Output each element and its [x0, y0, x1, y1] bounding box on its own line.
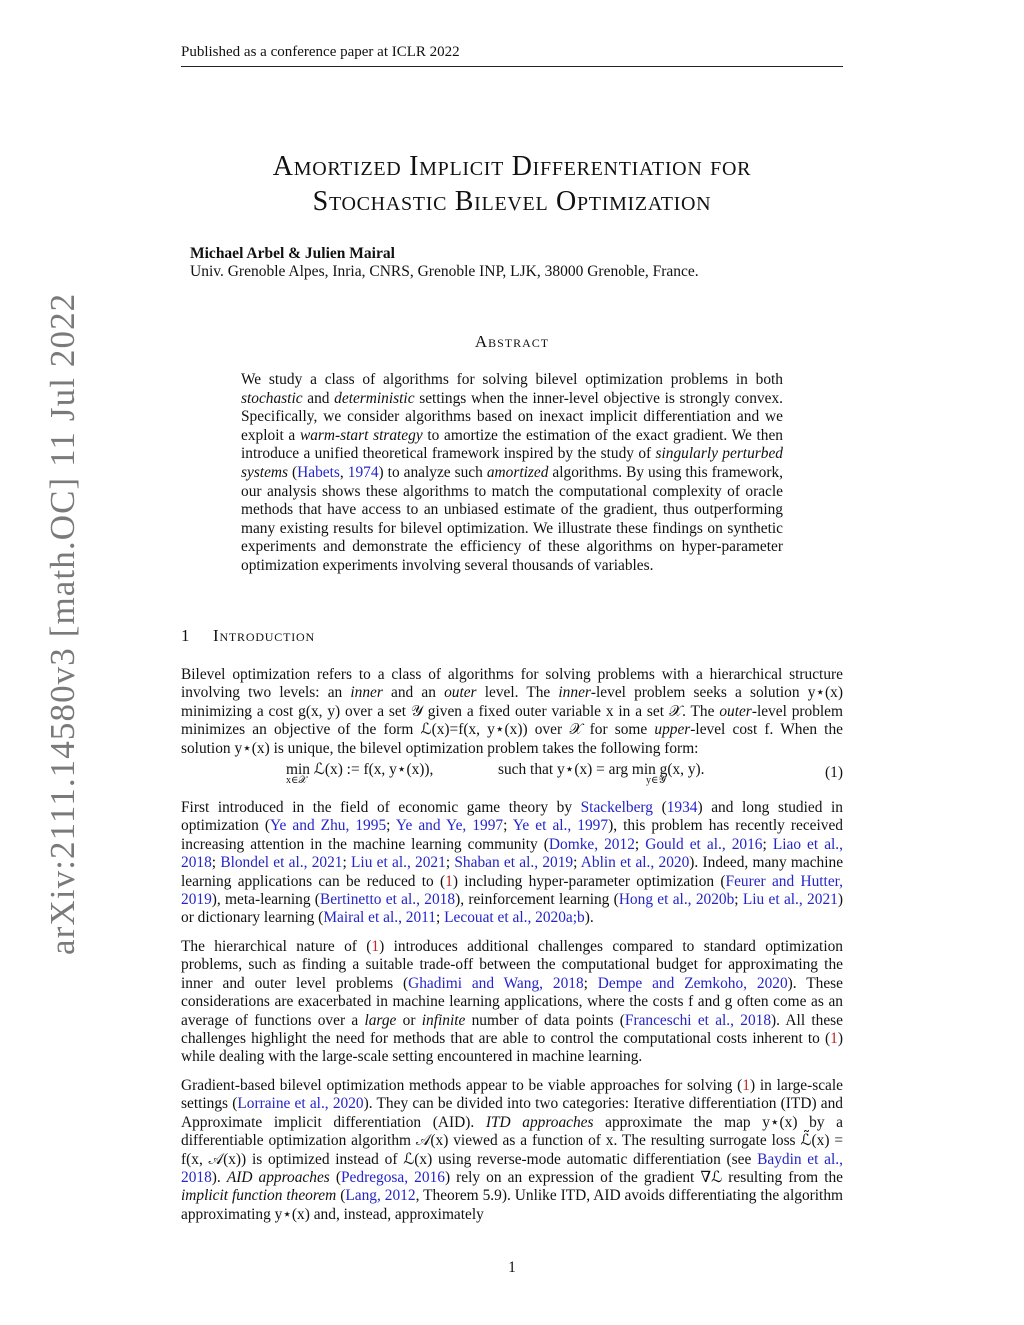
equation-rhs: such that y⋆(x) = arg min g(x, y). y∈𝒴	[498, 761, 705, 786]
paragraph-3: The hierarchical nature of (1) introduces additional challenges compared to standard optimization problems, such as finding a suitable trade-off between the computational budget for approximating the inner and outer level problems (Ghadimi and Wang, 2018; Dempe and Zemkoho, 2020). These considerations are exacerbated in machine learning applications, where the costs f and g often come as an average of functions over a large or infinite number of data points (Franceschi et al., 2018). All these challenges highlight the need for methods that are able to control the computational costs inherent to (1) while dealing with the large-scale setting encountered in machine learning.	[181, 938, 844, 1066]
citation-link[interactable]: Baydin et al., 2018	[181, 1150, 843, 1187]
citation-link[interactable]: Ye et al., 1997	[512, 817, 609, 835]
header-rule	[181, 66, 843, 67]
citation-link[interactable]: Ablin et al., 2020	[580, 854, 690, 872]
paragraph-1: Bilevel optimization refers to a class of algorithms for solving problems with a hierarchical structure involving two levels: an inner and an outer level. The inner-level problem seeks a solution y⋆(x) minimizing a cost g(x, y) over a set 𝒴 given a fixed outer variable x in a set 𝒳. The outer-level problem minimizes an objective of the form ℒ(x)=f(x, y⋆(x)) over 𝒳 for some upper-level cost f. When the solution y⋆(x) is unique, the bilevel optimization problem takes the following form:	[181, 666, 843, 757]
citation-link[interactable]: Lorraine et al., 2020	[237, 1095, 364, 1113]
citation-link[interactable]: 1934	[666, 799, 698, 816]
citation-link[interactable]: Liu et al., 2021	[742, 891, 838, 909]
arxiv-identifier: arXiv:2111.14580v3 [math.OC] 11 Jul 2022	[43, 292, 82, 955]
citation-link[interactable]: Ghadimi and Wang, 2018	[408, 974, 584, 992]
section-title: Introduction	[213, 626, 315, 645]
citation-link[interactable]: Stackelberg	[580, 799, 653, 816]
section-heading	[181, 626, 315, 646]
citation-link[interactable]: Feurer and Hutter, 2019	[181, 872, 844, 909]
citation-link[interactable]: Ye and Ye, 1997	[395, 817, 504, 835]
citation-link[interactable]: Blondel et al., 2021	[220, 854, 343, 872]
equation-reference-link[interactable]: 1	[830, 1030, 838, 1048]
equation-reference-link[interactable]: 1	[742, 1077, 750, 1094]
citation-link[interactable]: Domke, 2012	[548, 835, 635, 853]
paper-title	[181, 149, 843, 219]
equation-number: (1)	[825, 764, 843, 781]
page-number: 1	[508, 1259, 516, 1276]
citation-link[interactable]: Ye and Zhu, 1995	[269, 817, 387, 835]
equation-1	[181, 760, 843, 794]
citation-link[interactable]: Mairal et al., 2011	[323, 909, 436, 927]
abstract-text: We study a class of algorithms for solving bilevel optimization problems in both stochastic and deterministic settings when the inner-level objective is strongly convex. Specifically, we consider algorithms based on inexact implicit differentiation and we exploit a warm-start strategy to amortize the estimation of the exact gradient. We then introduce a unified theoretical framework inspired by the study of singularly perturbed systems (Habets, 1974) to analyze such amortized algorithms. By using this framework, our analysis shows these algorithms to match the computational complexity of oracle methods that have access to an unbiased estimate of the gradient, thus outperforming many existing results for bilevel optimization. We illustrate these findings on synthetic experiments and demonstrate the efficiency of these algorithms on hyper-parameter optimization experiments involving several thousands of variables.	[241, 371, 783, 574]
citation-link[interactable]: Lecouat et al., 2020a;b	[444, 909, 585, 927]
equation-lhs: min ℒ(x) := f(x, y⋆(x)), x∈𝒳	[286, 761, 434, 786]
running-header: Published as a conference paper at ICLR 2022	[181, 44, 460, 60]
citation-link[interactable]: Lang, 2012	[345, 1187, 416, 1205]
citation-link[interactable]: Shaban et al., 2019	[454, 854, 574, 872]
citation-link[interactable]: 1974	[347, 463, 379, 481]
citation-link[interactable]: Liu et al., 2021	[351, 854, 446, 872]
paragraph-4: Gradient-based bilevel optimization methods appear to be viable approaches for solving (1) in large-scale settings (Lorraine et al., 2020). They can be divided into two categories: Iterative differentiation (ITD) and Approximate implicit differentiation (AID). ITD approaches approximate the map y⋆(x) by a differentiable optimization algorithm 𝒜(x) viewed as a function of x. The resulting surrogate loss ℒ̃(x) = f(x, 𝒜(x)) is optimized instead of ℒ(x) using reverse-mode automatic differentiation (see Baydin et al., 2018). AID approaches (Pedregosa, 2016) rely on an expression of the gradient ∇ℒ resulting from the implicit function theorem (Lang, 2012, Theorem 5.9). Unlike ITD, AID avoids differentiating the algorithm approximating y⋆(x) and, instead, approximately	[181, 1077, 844, 1223]
citation-link[interactable]: Liao et al., 2018	[181, 835, 843, 872]
citation-link[interactable]: Dempe and Zemkoho, 2020	[597, 974, 788, 992]
citation-link[interactable]: Hong et al., 2020b	[618, 891, 735, 909]
paragraph-2: First introduced in the field of economic game theory by Stackelberg (1934) and long studied in optimization (Ye and Zhu, 1995; Ye and Ye, 1997; Ye et al., 1997), this problem has recently received increasing attention in the machine learning community (Domke, 2012; Gould et al., 2016; Liao et al., 2018; Blondel et al., 2021; Liu et al., 2021; Shaban et al., 2019; Ablin et al., 2020). Indeed, many machine learning applications can be reduced to (1) including hyper-parameter optimization (Feurer and Hutter, 2019), meta-learning (Bertinetto et al., 2018), reinforcement learning (Hong et al., 2020b; Liu et al., 2021) or dictionary learning (Mairal et al., 2011; Lecouat et al., 2020a;b).	[181, 799, 844, 927]
affiliation: Univ. Grenoble Alpes, Inria, CNRS, Grenoble INP, LJK, 38000 Grenoble, France.	[190, 263, 699, 280]
authors: Michael Arbel & Julien Mairal	[190, 245, 395, 262]
equation-reference-link[interactable]: 1	[371, 938, 380, 955]
citation-link[interactable]: Gould et al., 2016	[645, 835, 763, 853]
citation-link[interactable]: Bertinetto et al., 2018	[319, 891, 456, 909]
citation-link[interactable]: Franceschi et al., 2018	[624, 1011, 772, 1029]
section-number: 1	[181, 626, 191, 645]
equation-reference-link[interactable]: 1	[445, 872, 453, 890]
citation-link[interactable]: Pedregosa, 2016	[341, 1169, 445, 1187]
title-line-2: Stochastic Bilevel Optimization	[312, 186, 712, 217]
citation-link[interactable]: Habets	[297, 463, 340, 481]
title-line-1: Amortized Implicit Differentiation for	[272, 151, 752, 182]
abstract-heading: Abstract	[474, 332, 550, 351]
